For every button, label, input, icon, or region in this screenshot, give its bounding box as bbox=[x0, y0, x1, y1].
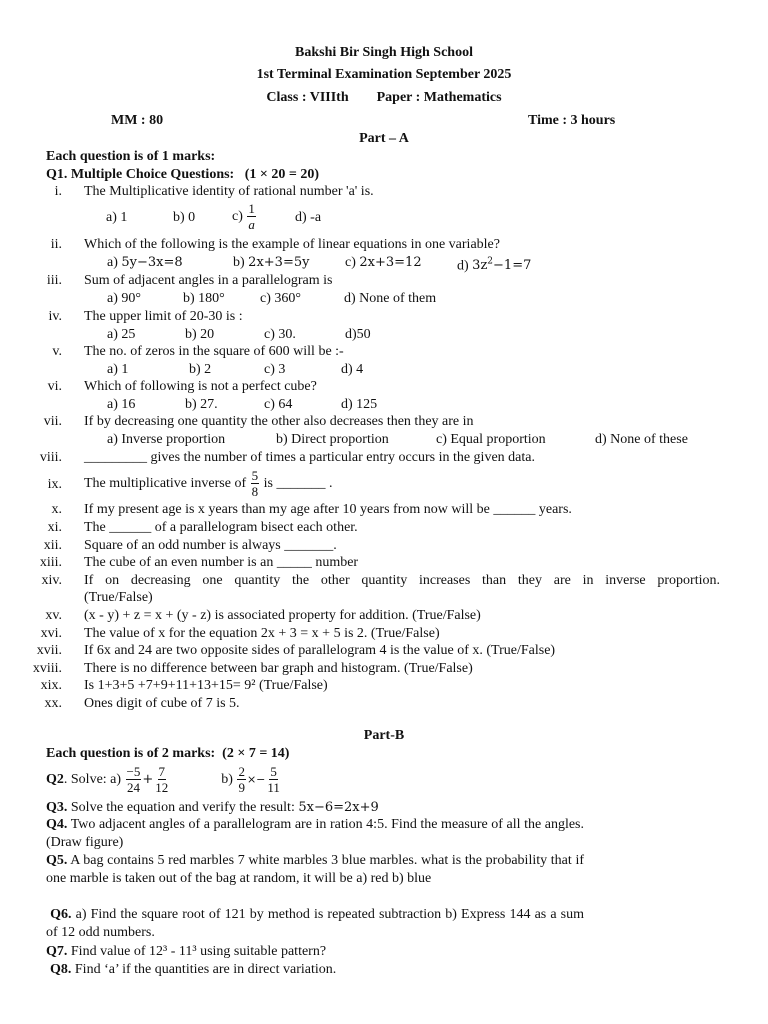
option: c) 64 bbox=[264, 397, 293, 412]
question-text-continued: (True/False) bbox=[84, 590, 153, 605]
option: d) -a bbox=[295, 210, 322, 225]
question-text: (x - y) + z = x + (y - z) is associated property for addition. (True/False) bbox=[84, 608, 481, 623]
question-text: The ______ of a parallelogram bisect each other. bbox=[84, 520, 358, 535]
part-a-note: Each question is of 1 marks: bbox=[46, 149, 216, 164]
option-label: b) bbox=[233, 255, 245, 270]
denominator: 8 bbox=[251, 484, 259, 500]
q1-heading: Q1. Multiple Choice Questions: (1 × 20 = 20) bbox=[46, 167, 319, 182]
option-label: c) bbox=[232, 209, 243, 224]
question-text: Find ‘a’ if the quantities are in direct variation. bbox=[74, 962, 337, 977]
equation-part: −1=7 bbox=[493, 258, 532, 274]
equation: 5x−6=2x+9 bbox=[298, 800, 379, 815]
option: a) Inverse proportion bbox=[107, 432, 226, 447]
part-a-title: Part – A bbox=[359, 131, 409, 146]
question-text: If on decreasing one quantity the other quantity increases than they are in inverse proportion. bbox=[84, 573, 720, 588]
option: b) Direct proportion bbox=[276, 432, 389, 447]
question-text: _________ gives the number of times a particular entry occurs in the given data. bbox=[84, 450, 535, 465]
question-text: The upper limit of 20-30 is : bbox=[84, 309, 243, 324]
question-text: The Multiplicative identity of rational number 'a' is. bbox=[84, 184, 374, 199]
text-part: is _______ . bbox=[263, 476, 333, 491]
question-label: Q6. bbox=[50, 907, 72, 922]
item-number: iv. bbox=[48, 309, 62, 324]
question-label: Q2 bbox=[46, 772, 64, 787]
fraction bbox=[237, 765, 246, 794]
question-text: Solve the equation and verify the result: bbox=[70, 800, 299, 815]
denominator: 11 bbox=[267, 780, 280, 796]
denominator: a bbox=[248, 217, 255, 233]
question-text: Which of following is not a perfect cube? bbox=[84, 379, 317, 394]
q2-line bbox=[46, 762, 282, 798]
option bbox=[233, 254, 309, 271]
numerator: 7 bbox=[158, 764, 166, 780]
denominator: 24 bbox=[126, 780, 140, 796]
option: a) 25 bbox=[107, 327, 136, 342]
item-number: xx. bbox=[44, 696, 62, 711]
question-text: The value of x for the equation 2x + 3 = x + 5 is 2. (True/False) bbox=[84, 626, 440, 641]
item-number: viii. bbox=[39, 450, 62, 465]
exponent: 2 bbox=[487, 257, 494, 267]
q7-line bbox=[46, 943, 326, 960]
question-text: Square of an odd number is always _______. bbox=[84, 538, 337, 553]
equation-part: 3z bbox=[472, 258, 488, 274]
option: a) 1 bbox=[106, 210, 128, 225]
option-label: c) bbox=[345, 255, 356, 270]
class-paper: Class : VIIIth Paper : Mathematics bbox=[266, 90, 502, 105]
q5-paragraph bbox=[46, 852, 584, 888]
item-number: vi. bbox=[47, 379, 62, 394]
option-label: a) bbox=[107, 255, 118, 270]
numerator: 5 bbox=[270, 764, 277, 780]
denominator: 12 bbox=[155, 780, 169, 796]
fraction bbox=[126, 765, 142, 794]
question-text: Sum of adjacent angles in a parallelogram is bbox=[84, 273, 333, 288]
question-label: Q5. bbox=[46, 853, 68, 868]
question-text: Is 1+3+5 +7+9+11+13+15= 9² (True/False) bbox=[84, 678, 328, 693]
option: c) 360° bbox=[260, 291, 301, 306]
item-number: xv. bbox=[45, 608, 62, 623]
numerator: −5 bbox=[126, 764, 141, 780]
question-text: Find value of 12³ - 11³ using suitable pattern? bbox=[70, 944, 327, 959]
numerator: 2 bbox=[238, 764, 245, 780]
option: a) 90° bbox=[107, 291, 141, 306]
question-label: Q4. bbox=[46, 817, 68, 832]
equation: 5y−3x=8 bbox=[121, 255, 183, 270]
item-number: x. bbox=[51, 502, 62, 517]
item-number: xviii. bbox=[32, 661, 62, 676]
question-text: If my present age is x years than my age after 10 years from now will be ______ years. bbox=[84, 502, 572, 517]
option bbox=[107, 254, 183, 271]
question-text: a) Find the square root of 121 by method is repeated subtraction b) Express 144 as a sum of 12 odd numbers. bbox=[46, 907, 584, 940]
item-number: xi. bbox=[47, 520, 62, 535]
time-allowed: Time : 3 hours bbox=[528, 113, 616, 128]
equation: 2x+3=5y bbox=[248, 255, 310, 270]
max-marks: MM : 80 bbox=[111, 113, 164, 128]
text-part: The multiplicative inverse of bbox=[84, 476, 247, 491]
question-label: Q7. bbox=[46, 944, 68, 959]
item-number: ii. bbox=[50, 237, 62, 252]
numerator: 1 bbox=[248, 201, 255, 217]
option bbox=[457, 254, 531, 274]
option: b) 27. bbox=[185, 397, 218, 412]
option: d) 4 bbox=[341, 362, 364, 377]
option: a) 1 bbox=[107, 362, 129, 377]
item-number: ix. bbox=[47, 477, 62, 492]
denominator: 9 bbox=[238, 780, 245, 796]
question-text: If 6x and 24 are two opposite sides of parallelogram 4 is the value of x. (True/False) bbox=[84, 643, 556, 658]
item-number: vii. bbox=[43, 414, 62, 429]
option: b) 180° bbox=[183, 291, 225, 306]
text-part: . Solve: a) bbox=[63, 772, 122, 787]
option-label: d) bbox=[457, 258, 469, 274]
q6-paragraph bbox=[46, 906, 584, 942]
question-text: A bag contains 5 red marbles 7 white marbles 3 blue marbles. what is the probability that if one marble is taken out of the bag at random, it will be a) red b) blue bbox=[46, 853, 584, 886]
option bbox=[345, 254, 422, 271]
operator: ×− bbox=[246, 773, 266, 786]
part-b-note: Each question is of 2 marks: (2 × 7 = 14) bbox=[46, 746, 290, 761]
item-number: iii. bbox=[46, 273, 62, 288]
fraction bbox=[247, 202, 256, 231]
question-label: Q8. bbox=[50, 962, 72, 977]
question-text: Which of the following is the example of linear equations in one variable? bbox=[84, 237, 500, 252]
item-number: xvi. bbox=[40, 626, 62, 641]
option: c) Equal proportion bbox=[436, 432, 546, 447]
option: d) None of them bbox=[344, 291, 437, 306]
option: b) 20 bbox=[185, 327, 215, 342]
item-number: xii. bbox=[43, 538, 62, 553]
question-text bbox=[84, 466, 332, 502]
part-b-title: Part-B bbox=[363, 728, 405, 743]
question-text: If by decreasing one quantity the other also decreases then they are in bbox=[84, 414, 474, 429]
item-number: v. bbox=[52, 344, 62, 359]
q3-line bbox=[46, 799, 379, 816]
question-text: There is no difference between bar graph and histogram. (True/False) bbox=[84, 661, 473, 676]
equation: 2x+3=12 bbox=[359, 255, 422, 270]
option: d) None of these bbox=[595, 432, 688, 447]
option: d) 125 bbox=[341, 397, 378, 412]
school-name: Bakshi Bir Singh High School bbox=[295, 45, 473, 60]
option: b) 2 bbox=[189, 362, 212, 377]
fraction bbox=[266, 765, 281, 794]
item-number: i. bbox=[54, 184, 62, 199]
option: d)50 bbox=[345, 327, 371, 342]
option bbox=[232, 200, 257, 234]
equation bbox=[472, 258, 531, 273]
question-text: The cube of an even number is an _____ number bbox=[84, 555, 359, 570]
option: c) 3 bbox=[264, 362, 286, 377]
item-number: xix. bbox=[40, 678, 62, 693]
item-number: xiii. bbox=[39, 555, 62, 570]
fraction bbox=[251, 469, 260, 498]
option: c) 30. bbox=[264, 327, 296, 342]
option: b) 0 bbox=[173, 210, 196, 225]
option: a) 16 bbox=[107, 397, 136, 412]
q4-paragraph bbox=[46, 816, 584, 852]
fraction bbox=[154, 765, 169, 794]
text-part: b) bbox=[221, 772, 233, 787]
item-number: xiv. bbox=[41, 573, 62, 588]
q8-line bbox=[50, 961, 336, 978]
question-text: Ones digit of cube of 7 is 5. bbox=[84, 696, 240, 711]
numerator: 5 bbox=[251, 468, 259, 484]
question-label: Q3. bbox=[46, 800, 68, 815]
exam-title: 1st Terminal Examination September 2025 bbox=[256, 67, 512, 82]
question-text: The no. of zeros in the square of 600 will be :- bbox=[84, 344, 344, 359]
operator: + bbox=[142, 772, 154, 787]
question-text: Two adjacent angles of a parallelogram are in ration 4:5. Find the measure of all the angles.(Draw figure) bbox=[46, 817, 585, 850]
item-number: xvii. bbox=[36, 643, 62, 658]
